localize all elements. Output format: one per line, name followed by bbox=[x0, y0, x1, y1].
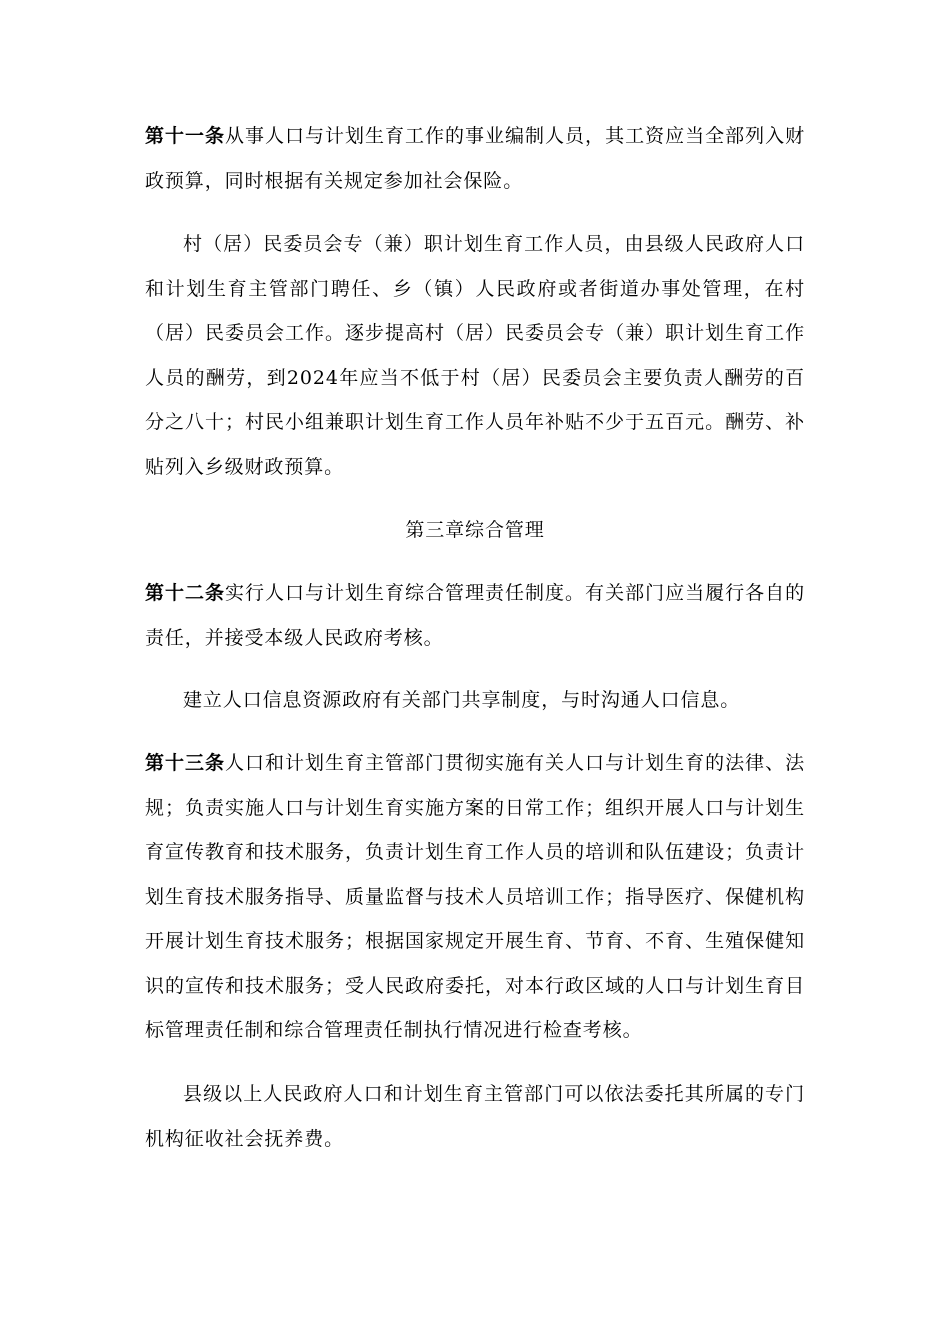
chapter-title: 第三章综合管理 bbox=[405, 519, 545, 541]
article-11-label: 第十一条 bbox=[145, 125, 226, 147]
article-12-paragraph-2: 建立人口信息资源政府有关部门共享制度，与时沟通人口信息。 bbox=[183, 689, 741, 711]
article-11-paragraph-2: 村（居）民委员会专（兼）职计划生育工作人员，由县级人民政府人口和计划生育主管部门聘任、乡（镇）人民政府或者街道办事处管理，在村（居）民委员会工作。逐步提高村（居）民委员会专（兼）职计划生育工作人员的酬劳，到2024年应当不低于村（居）民委员会主要负责人酬劳的百分之八十；村民小组兼职计划生育工作人员年补贴不少于五百元。酬劳、补贴列入乡级财政预算。 bbox=[145, 233, 805, 478]
article-12 bbox=[145, 571, 805, 660]
article-13-label: 第十三条 bbox=[145, 752, 226, 774]
article-13-paragraph-2: 县级以上人民政府人口和计划生育主管部门可以依法委托其所属的专门机构征收社会抚养费。 bbox=[145, 1083, 805, 1150]
article-12-label: 第十二条 bbox=[145, 582, 226, 604]
article-13-text: 人口和计划生育主管部门贯彻实施有关人口与计划生育的法律、法规；负责实施人口与计划生育实施方案的日常工作；组织开展人口与计划生育宣传教育和技术服务，负责计划生育工作人员的培训和队伍建设；负责计划生育技术服务指导、质量监督与技术人员培训工作；指导医疗、保健机构开展计划生育技术服务；根据国家规定开展生育、节育、不育、生殖保健知识的宣传和技术服务；受人民政府委托，对本行政区域的人口与计划生育目标管理责任制和综合管理责任制执行情况进行检查考核。 bbox=[145, 752, 805, 1041]
article-11 bbox=[145, 114, 805, 203]
article-12-text: 实行人口与计划生育综合管理责任制度。有关部门应当履行各自的责任，并接受本级人民政府考核。 bbox=[145, 582, 805, 649]
article-13 bbox=[145, 741, 805, 1053]
article-11-text: 从事人口与计划生育工作的事业编制人员，其工资应当全部列入财政预算，同时根据有关规定参加社会保险。 bbox=[145, 125, 805, 192]
